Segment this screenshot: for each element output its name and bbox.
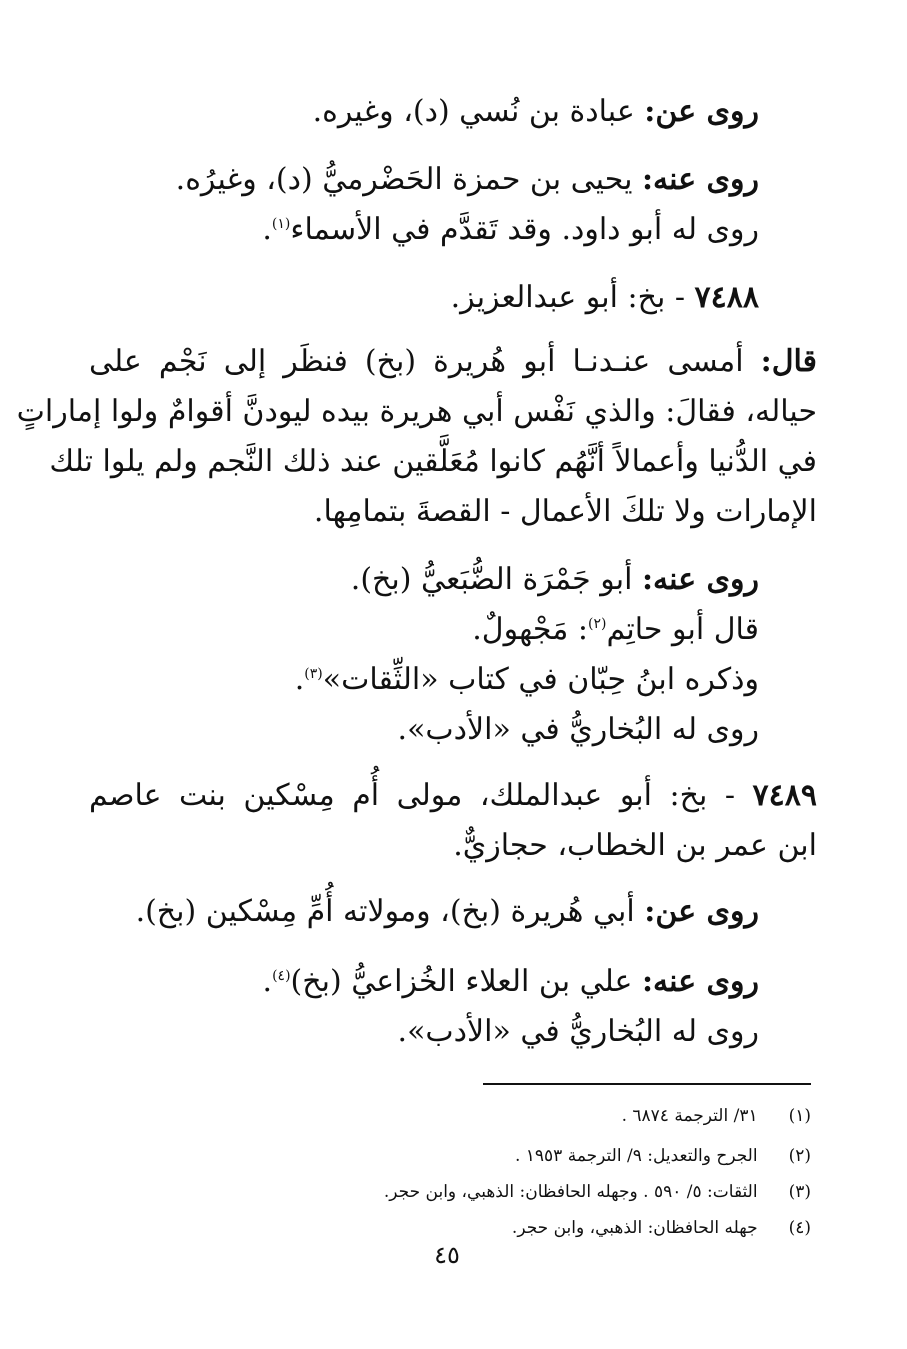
footnote-ref-1: (١) <box>271 216 291 232</box>
footnote-3 <box>384 1180 811 1204</box>
narrated-by-label: روى عنه: <box>641 162 759 197</box>
abu-dawud-text: روى له أبو داود. وقد تَقدَّم في الأسماء <box>290 212 759 247</box>
footnote-1-number: (١) <box>788 1106 811 1126</box>
abu-dawud-line <box>262 210 759 250</box>
entry-7488-paragraph-line-3: في الدُّنيا وأعمالاً أنَّهُم كانوا مُعَلَّقين عند ذلك النَّجم ولم يلوا تلك <box>49 444 817 479</box>
ibn-hibban-text: وذكره ابنُ حِبّان في كتاب «الثِّقات» <box>322 662 759 697</box>
entry-7488-bukhari-line: روى له البُخاريُّ في «الأدب». <box>397 712 759 747</box>
narrated-from-line <box>313 92 759 132</box>
footnote-2-text: الجرح والتعديل: ٩/ الترجمة ١٩٥٣ . <box>514 1146 758 1166</box>
footnote-2-number: (٢) <box>788 1146 811 1166</box>
footnote-4-text: جهله الحافظان: الذهبي، وابن حجر. <box>511 1218 758 1238</box>
entry-7489-bukhari-line: روى له البُخاريُّ في «الأدب». <box>397 1014 759 1049</box>
ibn-hibban-end: . <box>294 662 305 697</box>
entry-7488-heading <box>451 278 759 318</box>
footnote-4-number: (٤) <box>788 1218 811 1238</box>
narrated-from-text: عبادة بن نُسي (د)، وغيره. <box>312 94 635 129</box>
abu-hatim-text: قال أبو حاتِم <box>606 612 759 647</box>
abu-dawud-end: . <box>262 212 272 247</box>
ibn-hibban-line <box>295 660 759 700</box>
footnote-ref-2: (٢) <box>587 616 607 632</box>
entry-7489-heading-line-2: ابن عمر بن الخطاب، حجازيٌّ. <box>453 828 817 863</box>
footnote-2 <box>515 1144 811 1168</box>
footnote-ref-4: (٤) <box>272 968 291 984</box>
narrated-by-line <box>176 160 759 200</box>
entry-7489-narrated-from-label: روى عن: <box>644 894 759 929</box>
entry-7488-paragraph-line-4: الإمارات ولا تلكَ الأعمال - القصةَ بتمامِها. <box>313 494 817 529</box>
entry-7489-narrated-from-text: أبي هُريرة (بخ)، ومولاته أُمِّ مِسْكين (بخ). <box>135 894 635 929</box>
entry-7488-paragraph-line-2: حياله، فقالَ: والذي نَفْس أبي هريرة بيده ليودنَّ أقوامٌ ولوا إماراتٍ <box>16 394 817 429</box>
entry-7488-narrated-by-text: أبو جَمْرَة الضُّبَعيُّ (بخ). <box>350 562 633 597</box>
footnote-3-text: الثقات: ٥/ ٥٩٠ . وجهله الحافظان: الذهبي، وابن حجر. <box>383 1182 758 1202</box>
narrated-by-text: يحيى بن حمزة الحَضْرميُّ (د)، وغيرُه. <box>175 162 633 197</box>
qal-label: قال: <box>760 344 817 379</box>
footnote-3-number: (٣) <box>788 1182 811 1202</box>
entry-7489-narrated-from <box>136 892 759 932</box>
abu-hatim-verdict: : مَجْهولٌ. <box>472 612 588 647</box>
entry-7488-head: - بخ: أبو عبدالعزيز. <box>450 280 685 315</box>
entry-7488-number: ٧٤٨٨ <box>694 280 759 315</box>
footnote-4 <box>512 1216 811 1240</box>
entry-7488-paragraph-text-1: أمسى عنـدنـا أبو هُريرة (بخ) فنظَر إلى نَجْم على <box>89 344 744 379</box>
entry-7489-narrated-by-text: علي بن العلاء الخُزاعيُّ (بخ) <box>290 964 633 999</box>
footnote-1-text: ٣١/ الترجمة ٦٨٧٤ . <box>621 1106 758 1126</box>
entry-7488-paragraph-line-1 <box>89 342 817 382</box>
footnote-ref-3: (٣) <box>304 666 323 682</box>
entry-7489-heading-line-1 <box>89 776 817 816</box>
page-number: ٤٥ <box>434 1241 460 1269</box>
narrated-from-label: روى عن: <box>644 94 759 129</box>
footnote-1 <box>622 1104 811 1128</box>
entry-7489-number: ٧٤٨٩ <box>752 778 817 813</box>
entry-7488-narrated-by-label: روى عنه: <box>641 562 759 597</box>
entry-7489-narrated-by-end: . <box>262 964 273 999</box>
abu-hatim-line <box>472 610 759 650</box>
entry-7489-narrated-by-label: روى عنه: <box>641 964 759 999</box>
entry-7489-head: - بخ: أبو عبدالملك، مولى أُم مِسْكين بنت عاصم <box>89 778 736 813</box>
footnote-separator <box>483 1083 811 1085</box>
entry-7488-narrated-by <box>351 560 759 600</box>
entry-7489-narrated-by <box>263 962 759 1002</box>
